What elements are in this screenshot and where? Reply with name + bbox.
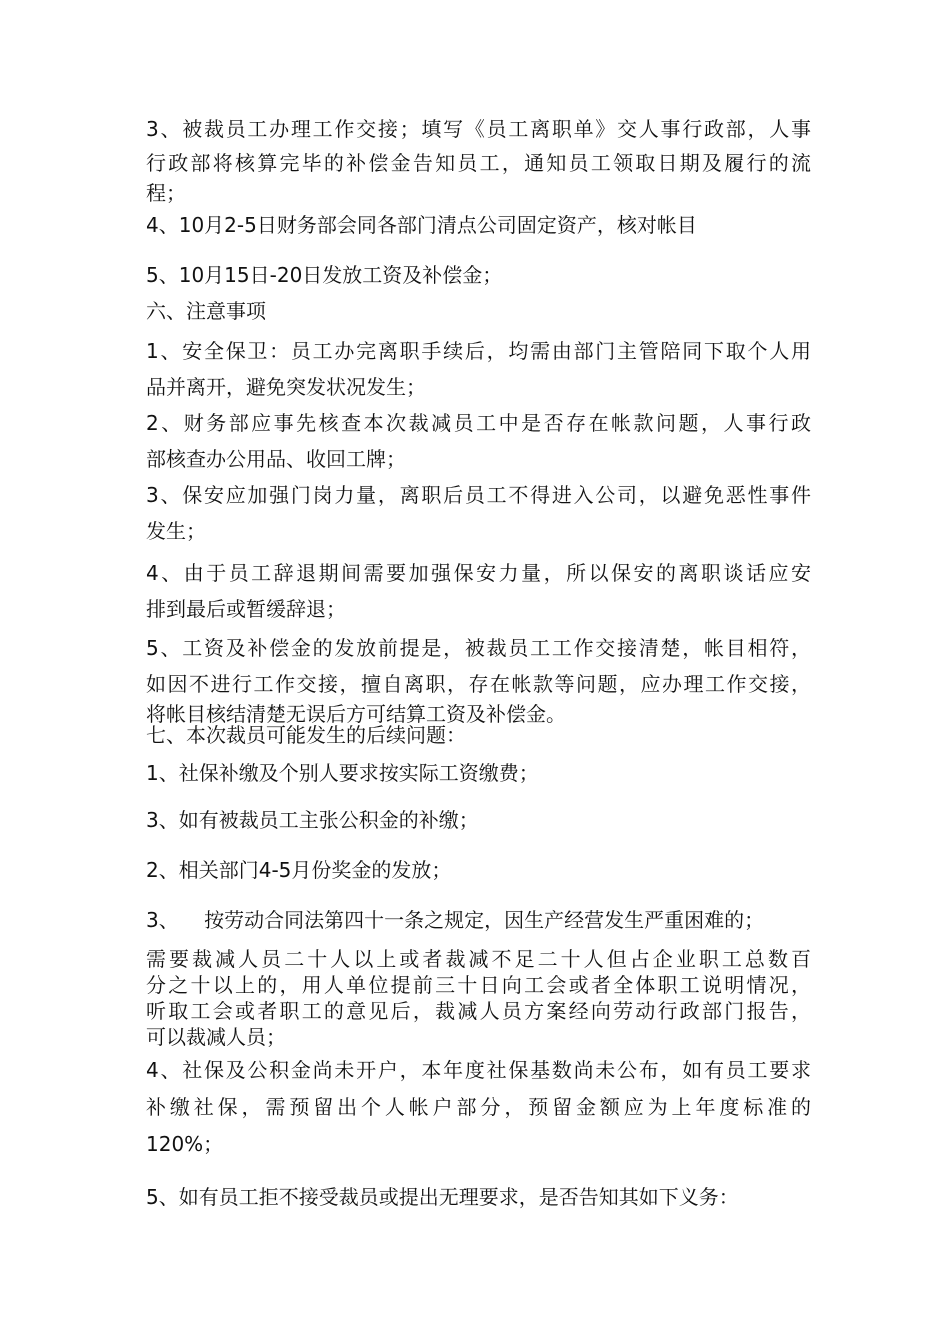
text-line: 程；	[146, 181, 186, 205]
text-line: 需要裁减人员二十人以上或者裁减不足二十人但占企业职工总数百	[146, 947, 811, 971]
paragraph-security	[146, 333, 811, 405]
paragraph-salary-payment	[146, 258, 811, 292]
paragraph-layoff-conditions	[146, 946, 811, 1050]
text-line: 3、如有被裁员工主张公积金的补缴；	[146, 808, 479, 832]
paragraph-gate-guard	[146, 477, 811, 549]
text-line: 3、 按劳动合同法第四十一条之规定，因生产经营发生严重困难的；	[146, 908, 765, 932]
paragraph-asset-check	[146, 208, 811, 242]
paragraph-social-insurance-account	[146, 1052, 811, 1163]
text-line: 5、10月15日-20日发放工资及补偿金；	[146, 263, 503, 287]
paragraph-handover-procedure	[146, 112, 811, 206]
text-line: 2、财务部应事先核查本次裁减员工中是否存在帐款问题，人事行政	[146, 411, 811, 435]
text-line: 将帐目核结清楚无误后方可结算工资及补偿金。	[146, 702, 566, 726]
text-line: 补缴社保，需预留出个人帐户部分，预留金额应为上年度标准的	[146, 1095, 811, 1119]
text-line: 六、注意事项	[146, 299, 266, 323]
text-line: 5、如有员工拒不接受裁员或提出无理要求，是否告知其如下义务：	[146, 1185, 739, 1209]
paragraph-social-insurance	[146, 756, 811, 790]
paragraph-housing-fund	[146, 803, 811, 837]
paragraph-refusal-obligations	[146, 1180, 811, 1214]
text-line: 1、社保补缴及个别人要求按实际工资缴费；	[146, 761, 539, 785]
text-line: 部核查办公用品、收回工牌；	[146, 447, 406, 471]
text-line: 七、本次裁员可能发生的后续问题：	[146, 723, 466, 747]
section-heading-followup	[146, 719, 811, 751]
text-line: 分之十以上的，用人单位提前三十日向工会或者全体职工说明情况，	[146, 973, 811, 997]
text-line: 1、安全保卫：员工办完离职手续后，均需由部门主管陪同下取个人用	[146, 339, 811, 363]
paragraph-labor-law	[146, 903, 811, 937]
paragraph-guard-dismissal	[146, 555, 811, 627]
section-heading-notes	[146, 294, 811, 328]
paragraph-payment-precondition	[146, 630, 811, 726]
text-line: 听取工会或者职工的意见后，裁减人员方案经向劳动行政部门报告，	[146, 999, 811, 1023]
text-line: 4、社保及公积金尚未开户，本年度社保基数尚未公布，如有员工要求	[146, 1058, 811, 1082]
paragraph-bonus	[146, 853, 811, 887]
text-line: 4、10月2-5日财务部会同各部门清点公司固定资产，核对帐目	[146, 213, 697, 237]
text-line: 可以裁减人员；	[146, 1025, 286, 1049]
text-line: 品并离开，避免突发状况发生；	[146, 375, 426, 399]
text-line: 120%；	[146, 1132, 224, 1156]
text-line: 发生；	[146, 519, 206, 543]
text-line: 3、被裁员工办理工作交接；填写《员工离职单》交人事行政部，人事	[146, 117, 811, 141]
text-line: 2、相关部门4-5月份奖金的发放；	[146, 858, 452, 882]
text-line: 4、由于员工辞退期间需要加强保安力量，所以保安的离职谈话应安	[146, 561, 811, 585]
paragraph-finance-check	[146, 405, 811, 477]
text-line: 3、保安应加强门岗力量，离职后员工不得进入公司，以避免恶性事件	[146, 483, 811, 507]
text-line: 5、工资及补偿金的发放前提是，被裁员工工作交接清楚，帐目相符，	[146, 636, 811, 660]
text-line: 排到最后或暂缓辞退；	[146, 597, 346, 621]
text-line: 如因不进行工作交接，擅自离职，存在帐款等问题，应办理工作交接，	[146, 672, 811, 696]
text-line: 行政部将核算完毕的补偿金告知员工，通知员工领取日期及履行的流	[146, 151, 811, 175]
